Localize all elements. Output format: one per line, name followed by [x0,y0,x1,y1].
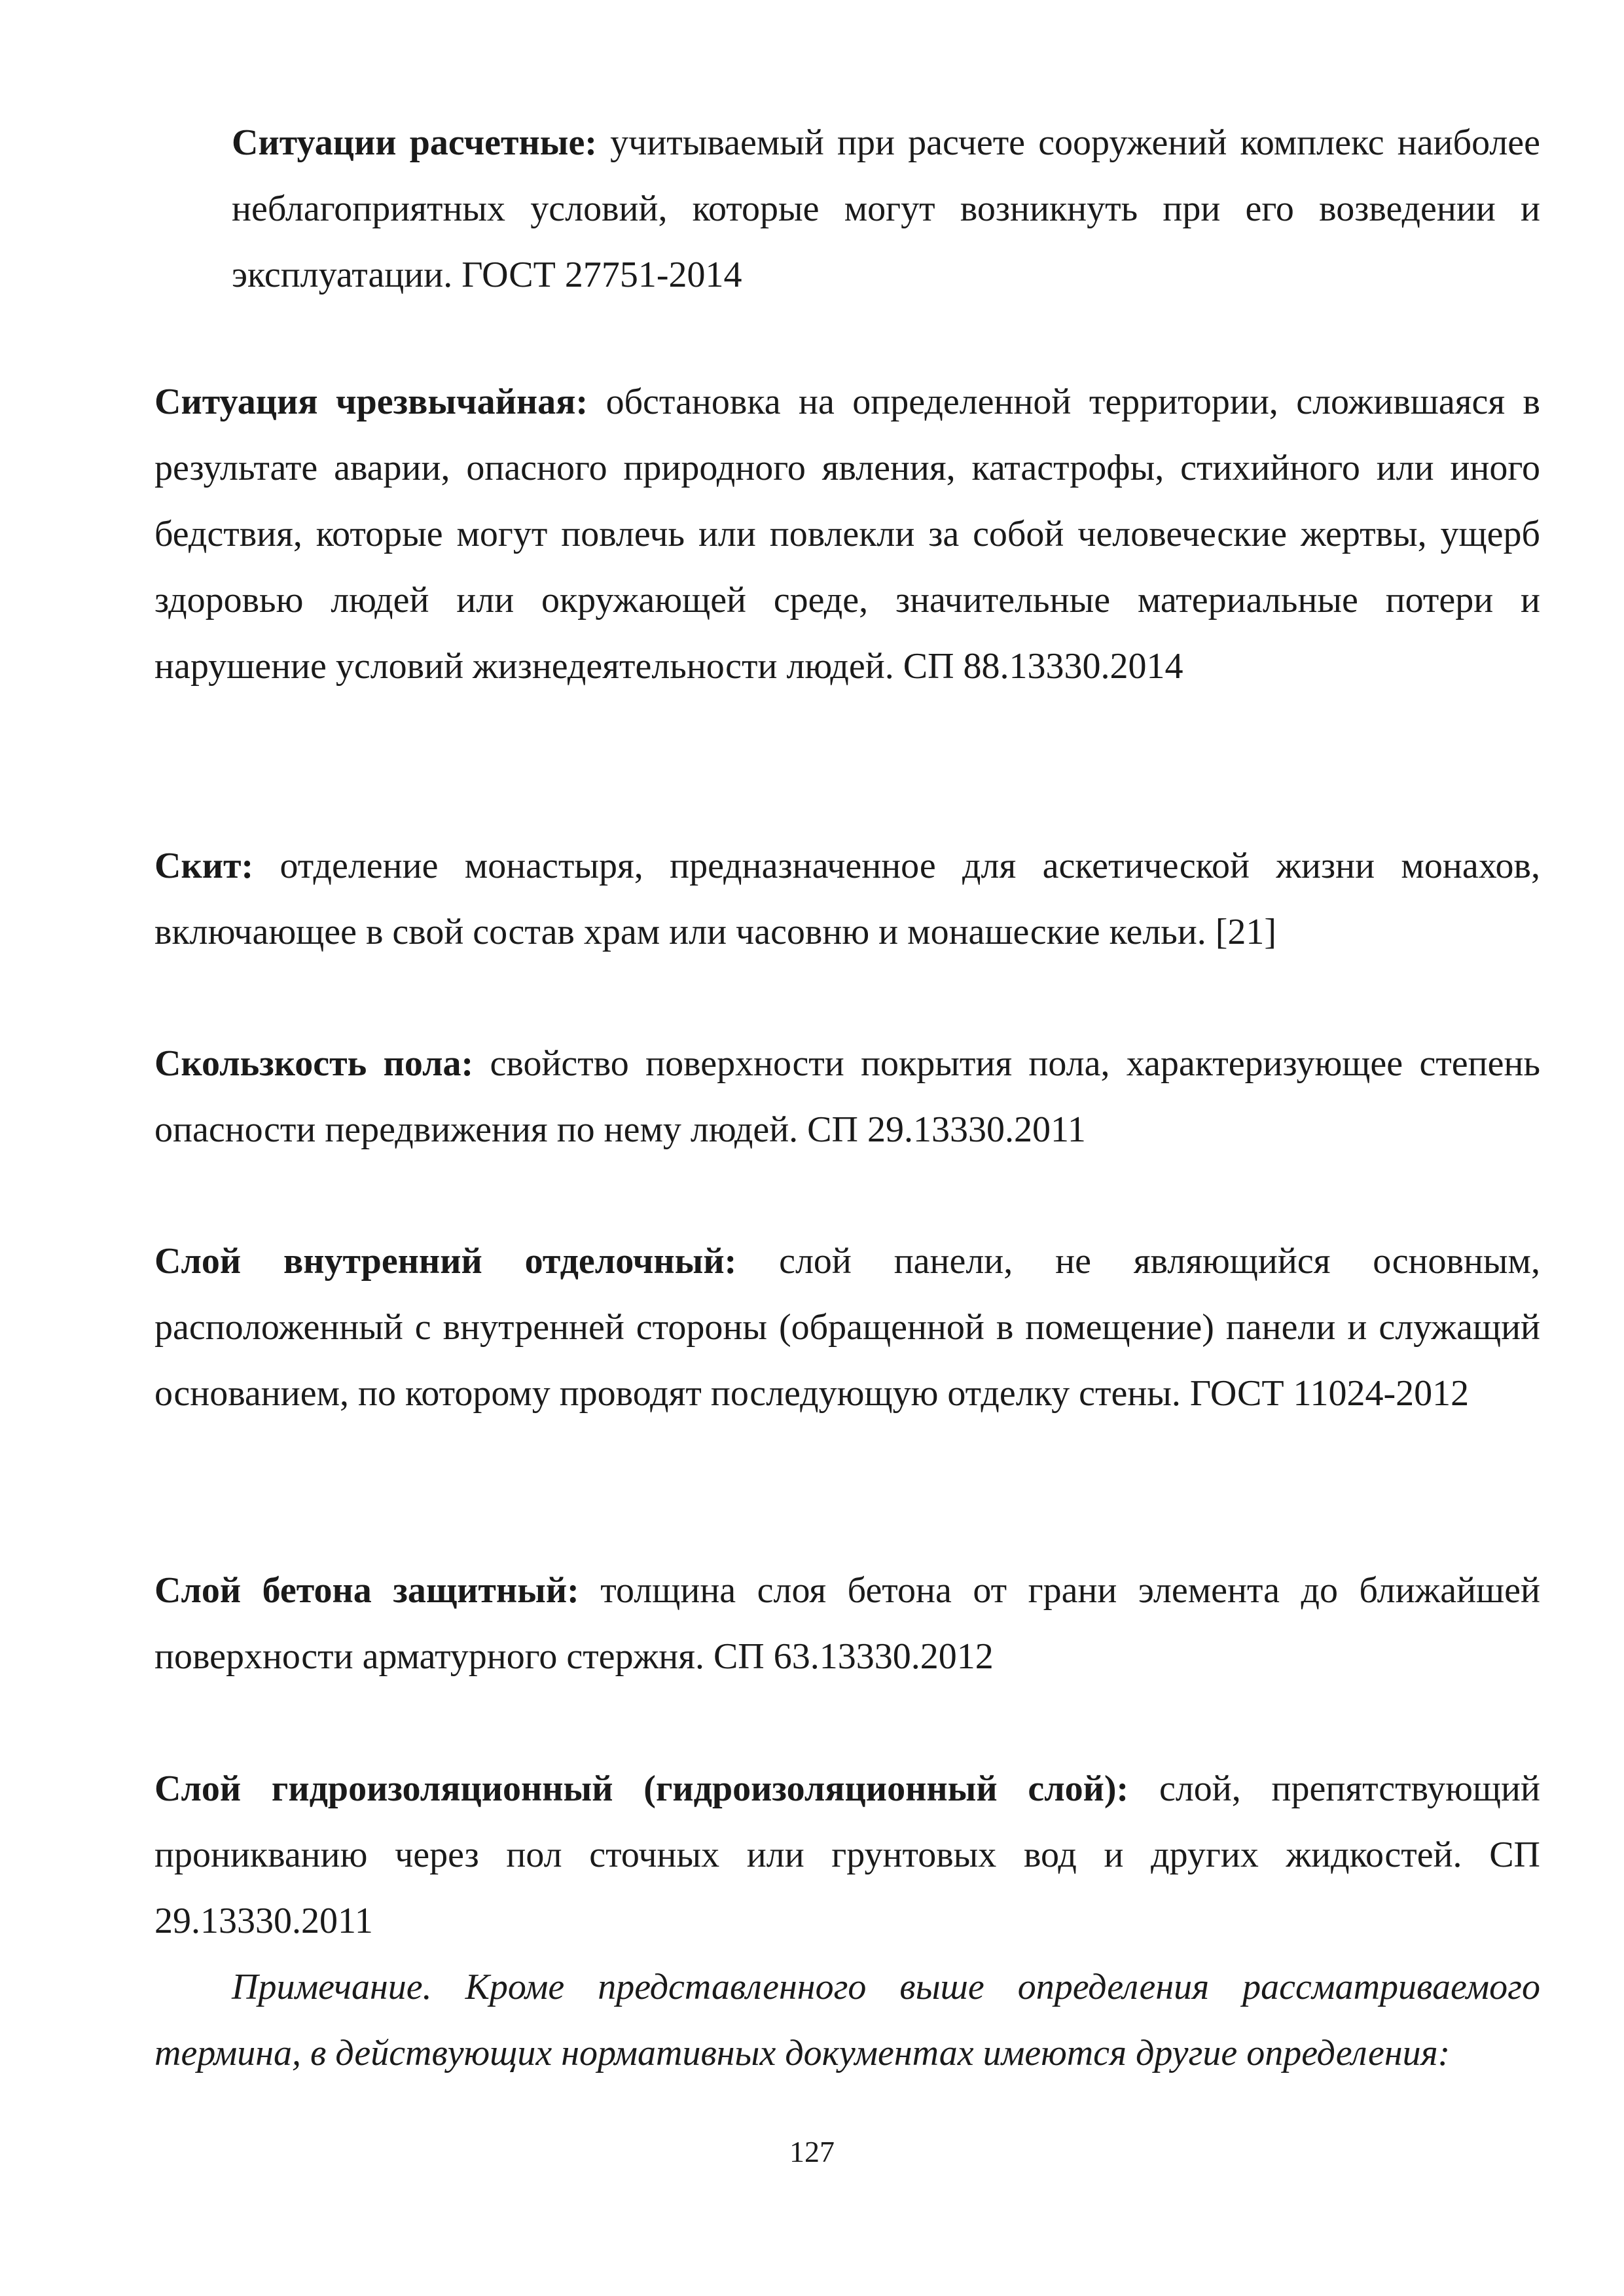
glossary-entry-waterproofing-layer [154,1756,1540,1954]
entry-definition: отделение монастыря, предназначенное для аскетической жизни монахов, включающее в свой состав храм или часовню и монашеские кельи. [21] [154,846,1540,952]
entry-term: Скит: [154,846,254,886]
glossary-entry-emergency-situation [154,369,1540,700]
page-number: 127 [789,2135,835,2168]
entry-definition: толщина слоя бетона от грани элемента до ближайшей поверхности арматурного стержня. СП 63.13330.2012 [154,1570,1541,1677]
glossary-entry-concrete-cover [154,1558,1540,1690]
glossary-entry-inner-finishing-layer [154,1229,1540,1427]
glossary-entry-floor-slipperiness [154,1031,1540,1163]
entry-term: Слой гидроизоляционный (гидроизоляционный слой): [154,1768,1129,1809]
entry-definition: слой панели, не являющийся основным, расположенный с внутренней стороны (обращенной в помещение) панели и служащий основанием, по которому проводят последующую отделку стены. ГОСТ 11024-2012 [154,1241,1540,1414]
note-paragraph: Примечание. Кроме представленного выше определения рассматриваемого термина, в действующих нормативных документах имеются другие определения: [154,1967,1540,2073]
glossary-entry-situations-calculated [232,110,1540,308]
entry-definition: свойство поверхности покрытия пола, характеризующее степень опасности передвижения по нему людей. СП 29.13330.2011 [154,1043,1540,1150]
entry-definition: учитываемый при расчете сооружений комплекс наиболее неблагоприятных условий, которые могут возникнуть при его возведении и эксплуатации. ГОСТ 27751-2014 [232,122,1540,295]
entry-term: Ситуация чрезвычайная: [154,382,588,422]
entry-term: Слой внутренний отделочный: [154,1241,737,1282]
entry-definition: слой, препятствующий проникванию через пол сточных или грунтовых вод и других жидкостей. СП 29.13330.2011 [154,1768,1540,1941]
entry-term: Скользкость пола: [154,1043,474,1084]
entry-term: Слой бетона защитный: [154,1570,579,1611]
entry-term: Ситуации расчетные: [232,122,598,163]
glossary-entry-skete [154,833,1540,965]
entry-definition: обстановка на определенной территории, сложившаяся в результате аварии, опасного природного явления, катастрофы, стихийного или иного бедствия, которые могут повлечь или повлекли за собой человеческие жертвы, ущерб здоровью людей или окружающей среде, значительные материальные потери и нарушение условий жизнедеятельности людей. СП 88.13330.2014 [154,382,1540,687]
